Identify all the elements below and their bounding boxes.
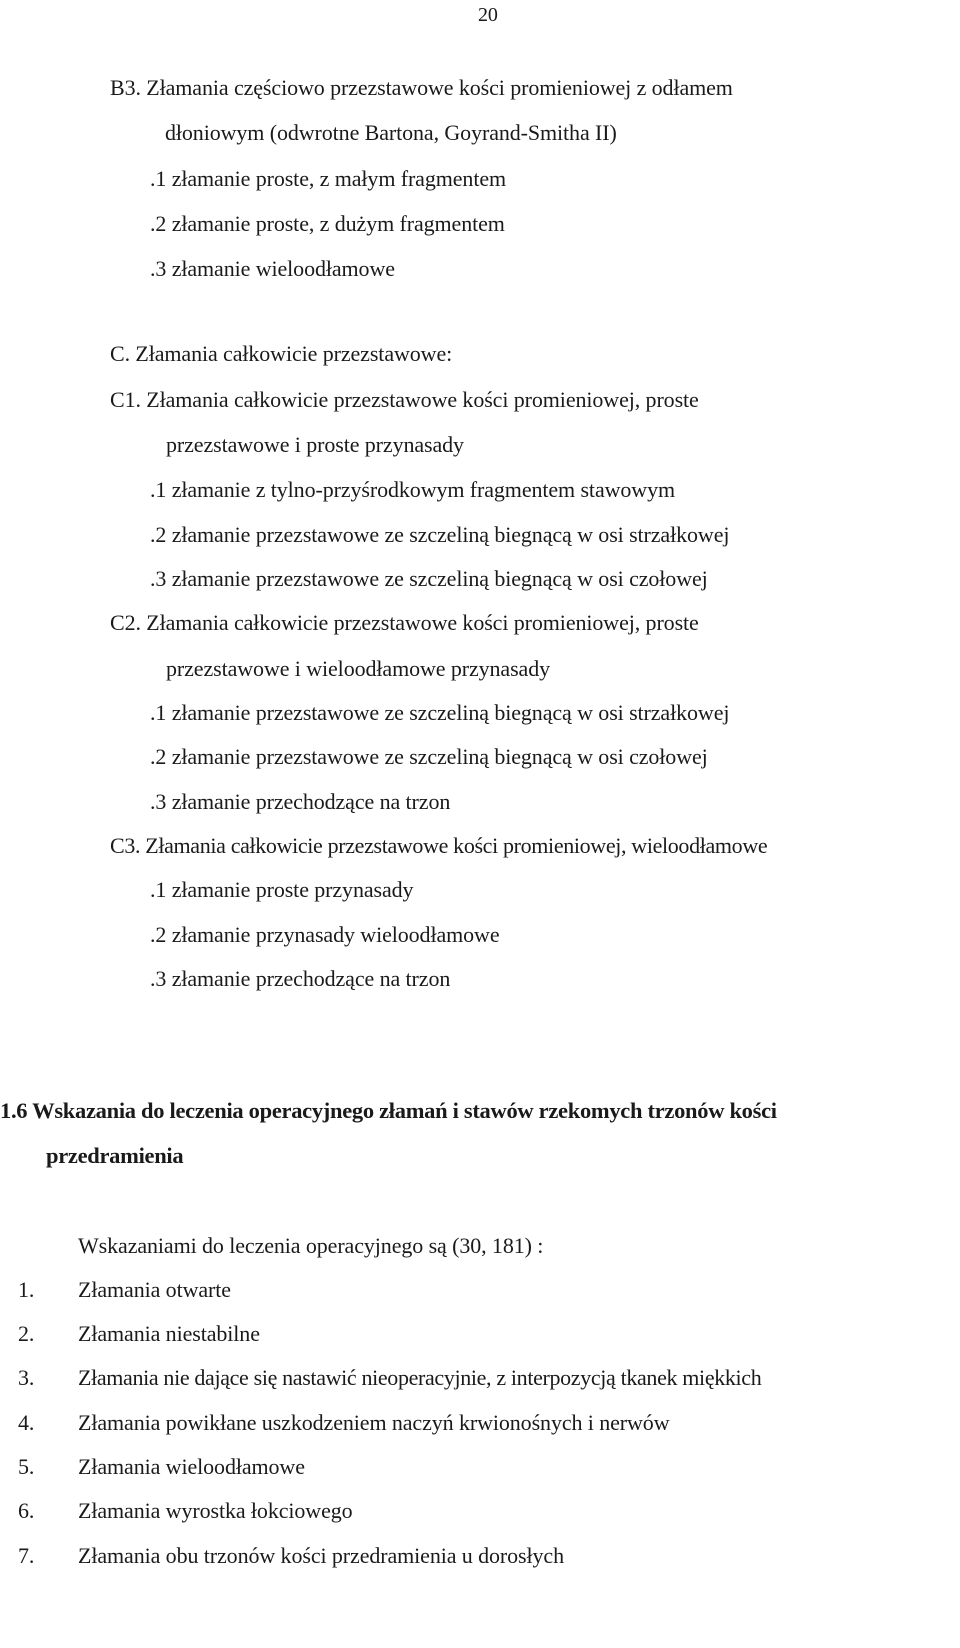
list-item-text: Złamania nie dające się nastawić nieoperacyjnie, z interpozycją tkanek miękkich <box>78 1365 762 1390</box>
b3-item-3: .3 złamanie wieloodłamowe <box>150 256 395 281</box>
list-item-text: Złamania powikłane uszkodzeniem naczyń krwionośnych i nerwów <box>78 1410 670 1435</box>
list-item-text: Złamania otwarte <box>78 1277 231 1302</box>
page-number: 20 <box>478 4 498 26</box>
list-item-number: 1. <box>18 1277 35 1302</box>
c1-title-line1: C1. Złamania całkowicie przezstawowe kości promieniowej, proste <box>110 387 699 412</box>
list-item-number: 4. <box>18 1410 35 1435</box>
c2-item-3: .3 złamanie przechodzące na trzon <box>150 789 451 814</box>
b3-item-2: .2 złamanie proste, z dużym fragmentem <box>150 211 505 236</box>
section-heading-line1: 1.6 Wskazania do leczenia operacyjnego złamań i stawów rzekomych trzonów kości <box>0 1098 777 1123</box>
list-item-number: 5. <box>18 1454 35 1479</box>
section-heading-line2: przedramienia <box>46 1143 184 1168</box>
list-item-text: Złamania wieloodłamowe <box>78 1454 305 1479</box>
b3-title-line2: dłoniowym (odwrotne Bartona, Goyrand-Smitha II) <box>165 120 617 145</box>
c1-item-2: .2 złamanie przezstawowe ze szczeliną biegnącą w osi strzałkowej <box>150 522 730 547</box>
list-item-text: Złamania niestabilne <box>78 1321 260 1346</box>
c-title: C. Złamania całkowicie przezstawowe: <box>110 341 453 366</box>
c2-title-line1: C2. Złamania całkowicie przezstawowe kości promieniowej, proste <box>110 610 699 635</box>
b3-item-1: .1 złamanie proste, z małym fragmentem <box>150 166 507 191</box>
list-item-number: 7. <box>18 1543 35 1568</box>
list-item-text: Złamania wyrostka łokciowego <box>78 1498 353 1523</box>
c3-item-1: .1 złamanie proste przynasady <box>150 877 414 902</box>
list-item-number: 6. <box>18 1498 35 1523</box>
c2-item-2: .2 złamanie przezstawowe ze szczeliną biegnącą w osi czołowej <box>150 744 708 769</box>
c1-title-line2: przezstawowe i proste przynasady <box>166 432 464 457</box>
indications-intro: Wskazaniami do leczenia operacyjnego są (30, 181) : <box>78 1233 544 1258</box>
c3-item-3: .3 złamanie przechodzące na trzon <box>150 966 451 991</box>
c2-title-line2: przezstawowe i wieloodłamowe przynasady <box>166 656 551 681</box>
b3-title-line1: B3. Złamania częściowo przezstawowe kości promieniowej z odłamem <box>110 75 733 100</box>
list-item-number: 2. <box>18 1321 35 1346</box>
c1-item-3: .3 złamanie przezstawowe ze szczeliną biegnącą w osi czołowej <box>150 566 708 591</box>
list-item-text: Złamania obu trzonów kości przedramienia u dorosłych <box>78 1543 564 1568</box>
c1-item-1: .1 złamanie z tylno-przyśrodkowym fragmentem stawowym <box>150 477 675 502</box>
c3-item-2: .2 złamanie przynasady wieloodłamowe <box>150 922 500 947</box>
c3-title: C3. Złamania całkowicie przezstawowe kości promieniowej, wieloodłamowe <box>110 833 768 858</box>
list-item-number: 3. <box>18 1365 35 1390</box>
c2-item-1: .1 złamanie przezstawowe ze szczeliną biegnącą w osi strzałkowej <box>150 700 730 725</box>
